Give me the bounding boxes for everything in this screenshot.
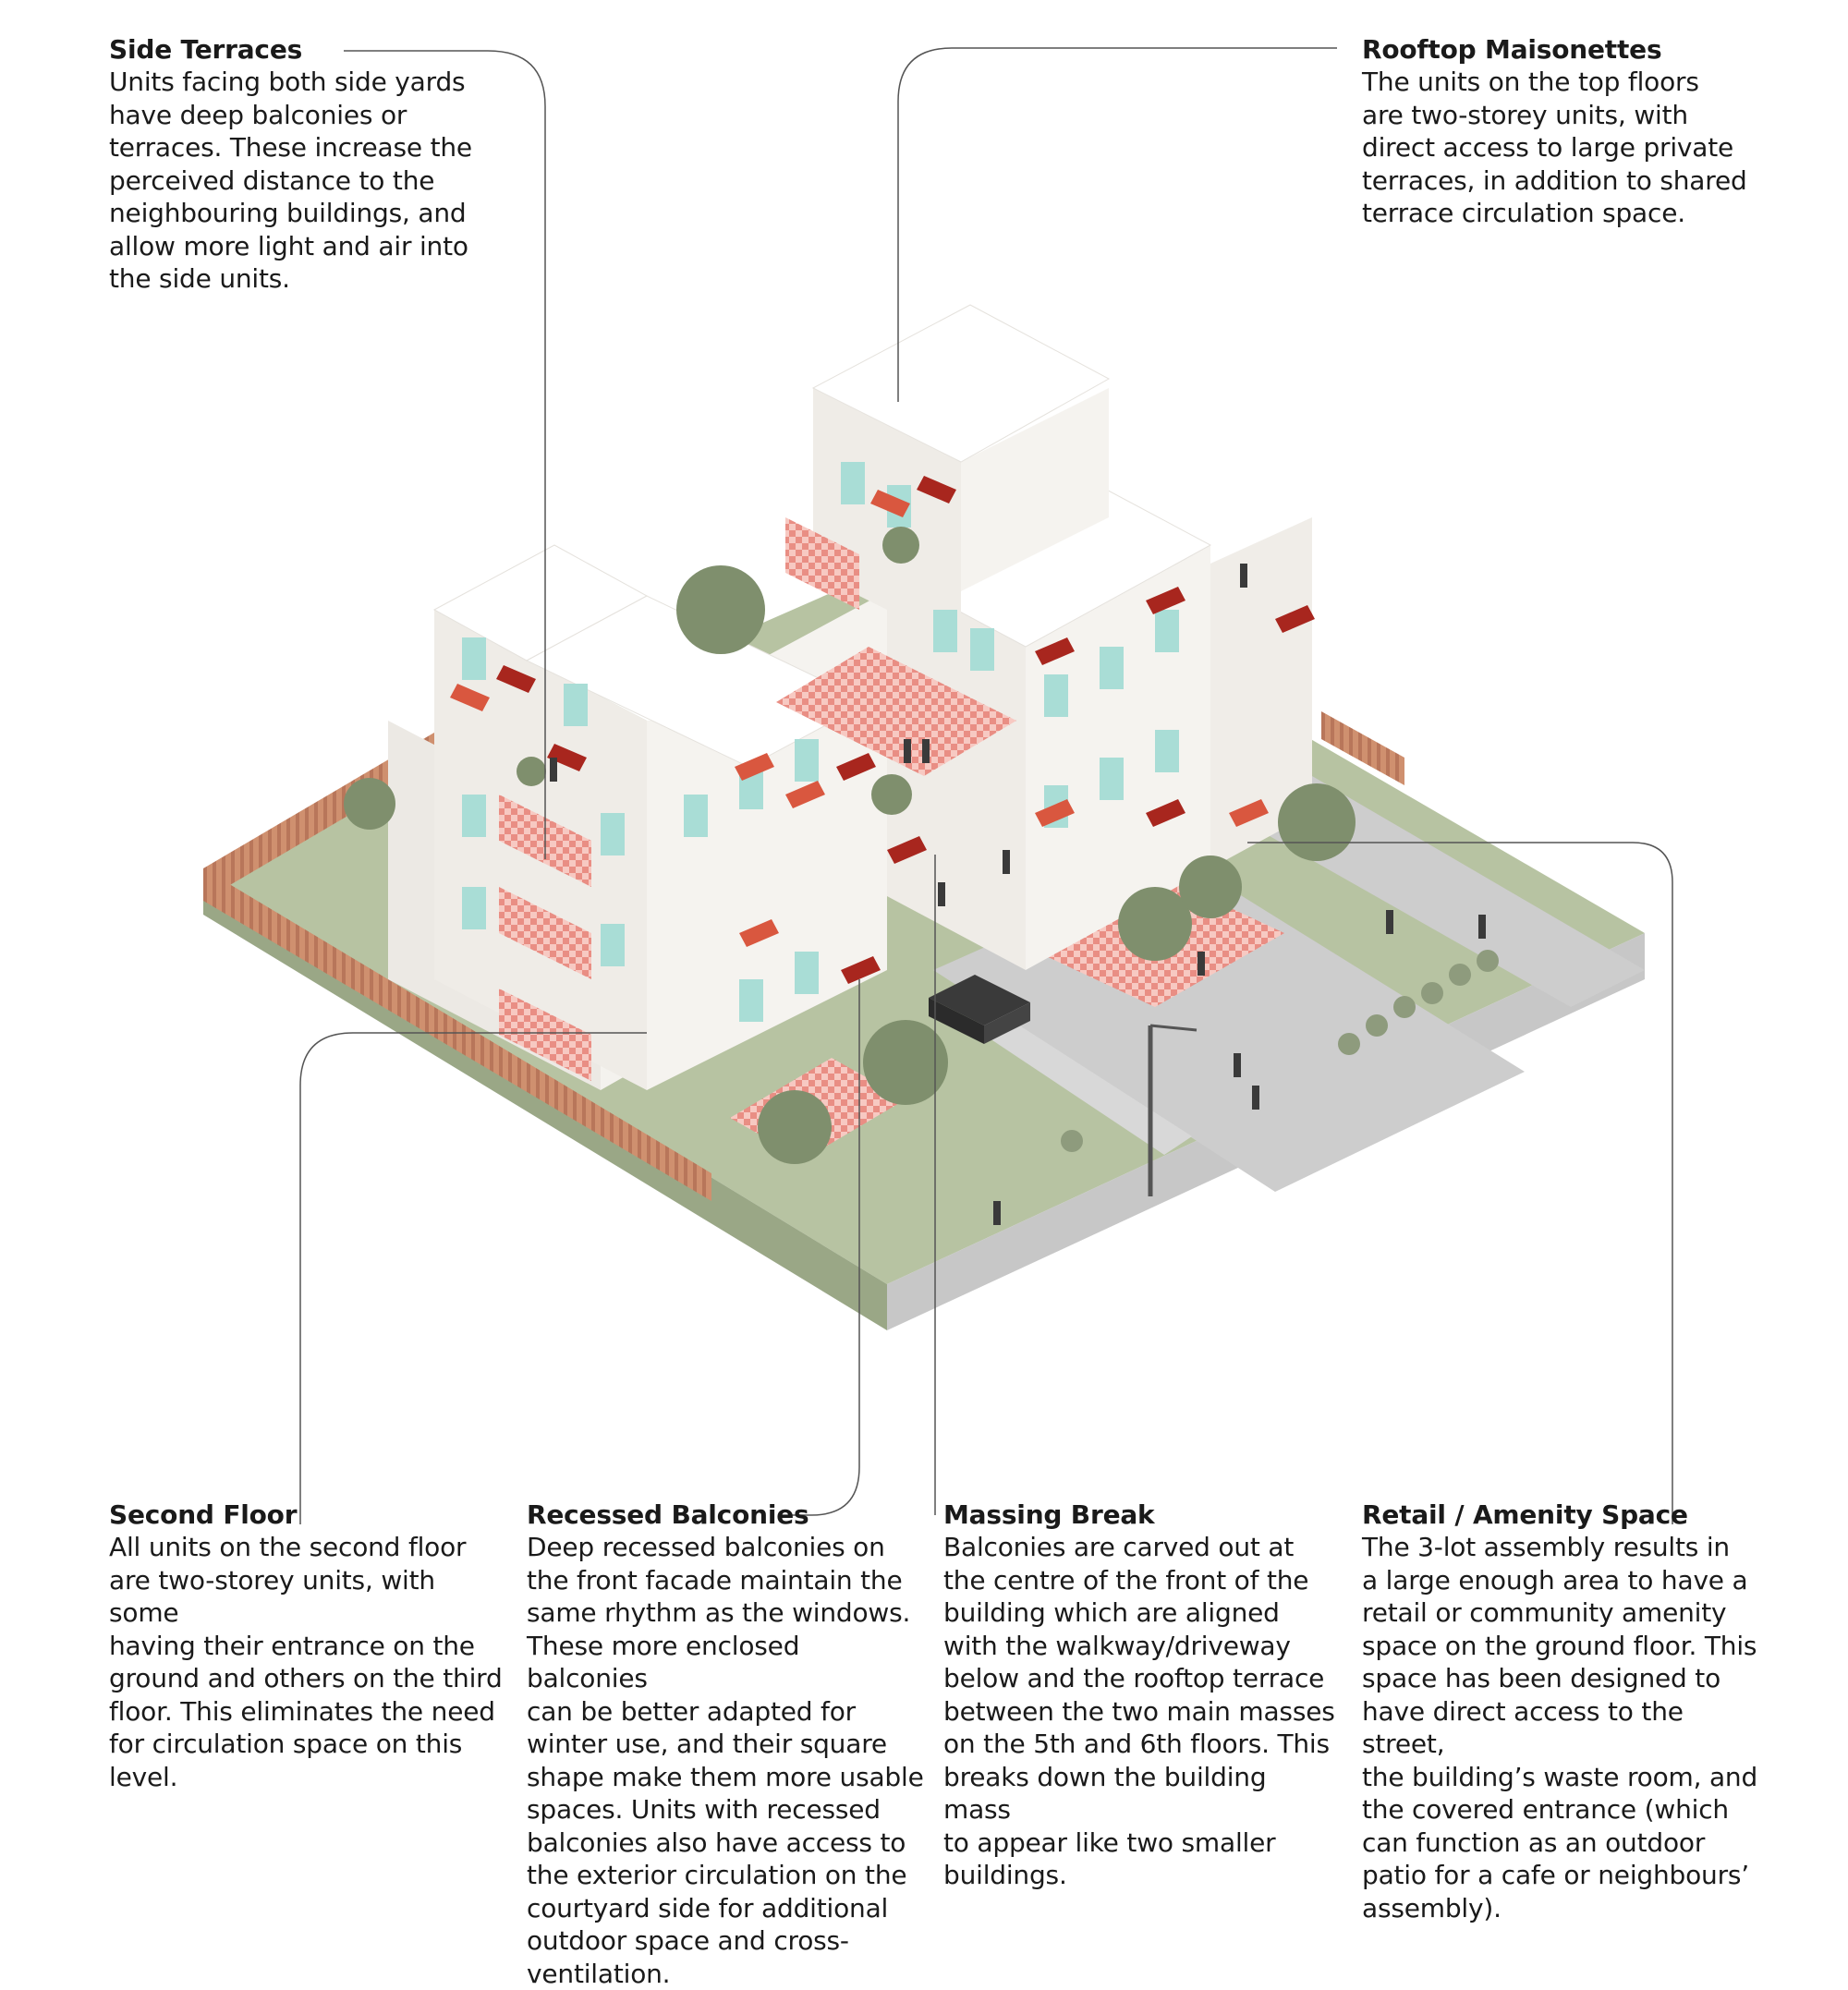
massing-break-body: Balconies are carved out at the centre of the front of the building which are aligned with the walkway/driveway below and the rooftop terrace between the two main masses on the 5th and 6th floors. This breaks down the building mass to appear like two smaller buildings. bbox=[943, 1532, 1335, 1890]
second-floor-title: Second Floor bbox=[109, 1499, 298, 1530]
rooftop-maisonettes-title: Rooftop Maisonettes bbox=[1362, 34, 1662, 65]
recessed-balconies-title: Recessed Balconies bbox=[527, 1499, 809, 1530]
retail-amenity-title: Retail / Amenity Space bbox=[1362, 1499, 1688, 1530]
annotation-massing-break bbox=[943, 1499, 1341, 1892]
annotation-retail-amenity bbox=[1362, 1499, 1759, 1924]
annotation-second-floor bbox=[109, 1499, 506, 1793]
recessed-balconies-body: Deep recessed balconies on the front facade maintain the same rhythm as the windows. These more enclosed balconies can be better adapted for winter use, and their square shape make them more usable spaces. Units with recessed balconies also have access to the exterior circulation on the courtyard side for additional outdoor space and cross- ventilation. bbox=[527, 1532, 924, 1989]
retail-amenity-body: The 3-lot assembly results in a large enough area to have a retail or community amenity space on the ground floor. This space has been designed to have direct access to the street, the building’s waste room, and the covered entrance (which can function as an outdoor patio for a cafe or neighbours’ assembly). bbox=[1362, 1532, 1758, 1923]
annotation-side-terraces bbox=[109, 33, 506, 296]
second-floor-body: All units on the second floor are two-storey units, with some having their entrance on the ground and others on the third floor. This eliminates the need for circulation space on this level. bbox=[109, 1532, 503, 1792]
rooftop-maisonettes-body: The units on the top floors are two-storey units, with direct access to large private terraces, in addition to shared terrace circulation space. bbox=[1362, 67, 1747, 228]
massing-break-title: Massing Break bbox=[943, 1499, 1155, 1530]
side-terraces-body: Units facing both side yards have deep balconies or terraces. These increase the perceived distance to the neighbouring buildings, and allow more light and air into the side units. bbox=[109, 67, 472, 294]
side-terraces-title: Side Terraces bbox=[109, 34, 303, 65]
annotation-rooftop-maisonettes bbox=[1362, 33, 1759, 230]
annotation-recessed-balconies bbox=[527, 1499, 924, 1990]
